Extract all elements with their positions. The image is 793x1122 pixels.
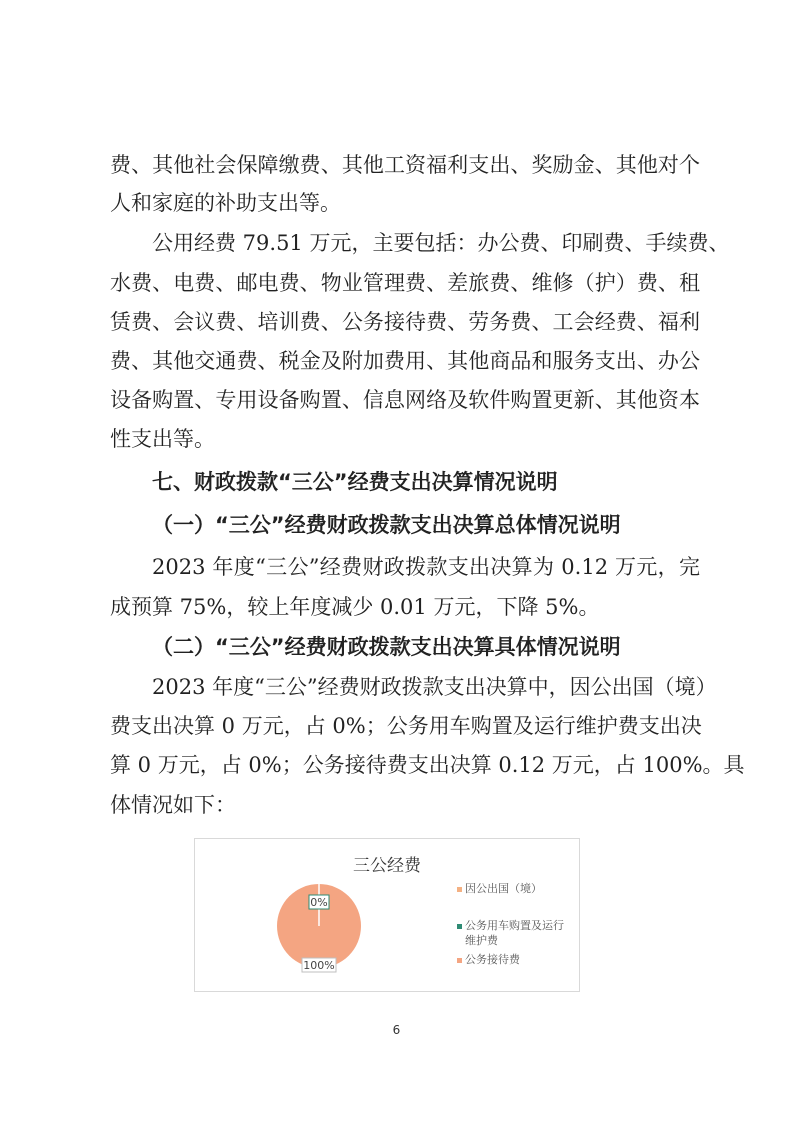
body-text-line: 体情况如下： <box>110 793 236 817</box>
data-label: 100% <box>303 959 335 972</box>
legend-label: 公务接待费 <box>465 953 520 966</box>
body-text-line: 人和家庭的补助支出等。 <box>110 191 341 215</box>
legend-entry <box>457 918 577 933</box>
body-text-line: 2023 年度“三公”经费财政拨款支出决算中，因公出国（境） <box>152 675 717 699</box>
legend-swatch <box>457 924 462 929</box>
chart-title: 三公经费 <box>353 856 421 876</box>
legend-label-continued: 维护费 <box>465 934 498 947</box>
legend-swatch <box>457 887 462 892</box>
legend-swatch <box>457 958 462 963</box>
data-label: 0% <box>310 896 328 909</box>
subsection-heading: （二）“三公”经费财政拨款支出决算具体情况说明 <box>152 635 621 659</box>
body-text-line: 费、其他社会保障缴费、其他工资福利支出、奖励金、其他对个 <box>110 153 700 177</box>
body-text-line: 水费、电费、邮电费、物业管理费、差旅费、维修（护）费、租 <box>110 271 700 295</box>
legend-entry <box>457 881 577 896</box>
pie-plot-area <box>195 839 455 991</box>
body-text-line: 成预算 75%，较上年度减少 0.01 万元，下降 5%。 <box>110 595 600 619</box>
subsection-heading: （一）“三公”经费财政拨款支出决算总体情况说明 <box>152 513 621 537</box>
pie-chart <box>194 838 580 992</box>
page-number: 6 <box>392 1023 401 1037</box>
body-text-line: 设备购置、专用设备购置、信息网络及软件购置更新、其他资本 <box>110 388 700 412</box>
legend-label: 因公出国（境） <box>465 882 542 895</box>
legend-entry <box>457 952 577 967</box>
body-text-line: 赁费、会议费、培训费、公务接待费、劳务费、工会经费、福利 <box>110 310 700 334</box>
body-text-line: 性支出等。 <box>110 427 215 451</box>
body-text-line: 公用经费 79.51 万元，主要包括：办公费、印刷费、手续费、 <box>152 231 730 255</box>
body-text-line: 2023 年度“三公”经费财政拨款支出决算为 0.12 万元，完 <box>152 555 700 579</box>
legend-label: 公务用车购置及运行 <box>465 919 564 932</box>
section-heading: 七、财政拨款“三公”经费支出决算情况说明 <box>152 470 558 494</box>
body-text-line: 算 0 万元，占 0%；公务接待费支出决算 0.12 万元，占 100%。具 <box>110 753 745 777</box>
body-text-line: 费、其他交通费、税金及附加费用、其他商品和服务支出、办公 <box>110 349 700 373</box>
body-text-line: 费支出决算 0 万元，占 0%；公务用车购置及运行维护费支出决 <box>110 714 702 738</box>
